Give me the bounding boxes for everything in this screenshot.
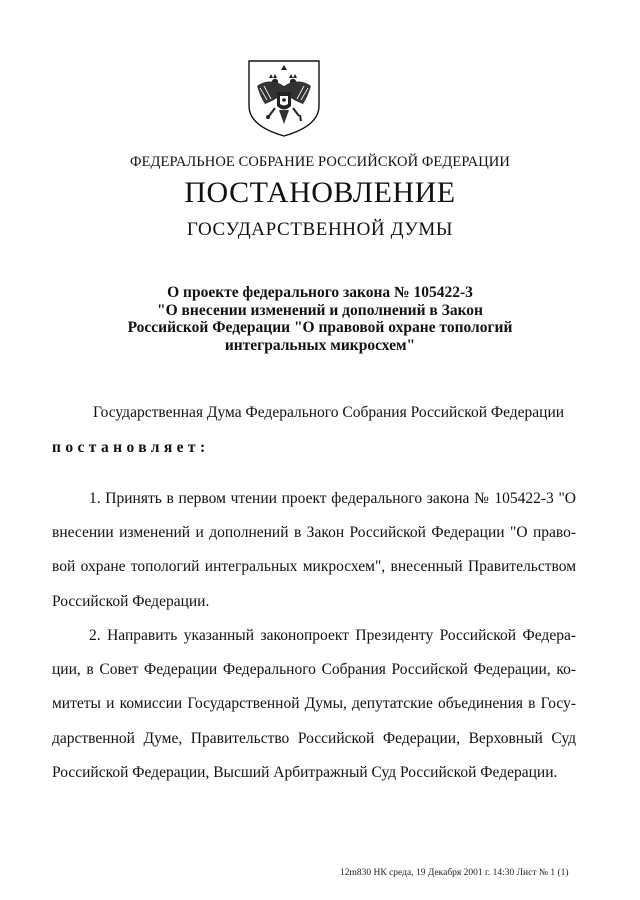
subject-line: О проекте федерального закона № 105422-3 — [167, 284, 473, 301]
subject-line: "О внесении изменений и дополнений в Закон — [156, 301, 483, 319]
subject-line: интегральных микросхем" — [224, 336, 416, 354]
subject-heading — [0, 284, 640, 354]
document-issuer-subtitle: ГОСУДАРСТВЕННОЙ ДУМЫ — [186, 219, 454, 240]
footer-stamp: 12m830 НК среда, 19 Декабря 2001 г. 14:30 Лист № 1 (1) — [340, 868, 569, 878]
paragraph-2 — [52, 619, 576, 790]
preamble-text: Государственная Дума Федерального Собрания Российской Федерации — [93, 404, 565, 421]
subject-line: Российской Федерации "О правовой охране топологий — [127, 319, 513, 336]
paragraph-line: 1. Принять в первом чтении проект федерального закона № 105422-3 "О — [89, 490, 576, 507]
paragraph-line: внесении изменений и дополнений в Закон Российской Федерации "О право- — [52, 524, 576, 542]
coat-of-arms-icon — [245, 58, 323, 138]
decree-word: постановляет: — [52, 439, 210, 456]
paragraph-line: вой охране топологий интегральных микросхем", внесенный Правительством — [52, 558, 576, 576]
document-type-title: ПОСТАНОВЛЕНИЕ — [184, 176, 456, 209]
paragraph-line: Российской Федерации. — [52, 592, 210, 610]
paragraph-line: Российской Федерации, Высший Арбитражный Суд Российской Федерации. — [52, 763, 558, 781]
paragraph-1 — [52, 482, 576, 619]
organization-heading: ФЕДЕРАЛЬНОЕ СОБРАНИЕ РОССИЙСКОЙ ФЕДЕРАЦИИ — [130, 154, 510, 170]
paragraph-line: митеты и комиссии Государственной Думы, депутатские объединения в Госу- — [52, 695, 576, 713]
paragraph-line: ции, в Совет Федерации Федерального Собрания Российской Федерации, ко- — [52, 661, 576, 679]
paragraph-line: 2. Направить указанный законопроект Президенту Российской Федера- — [89, 627, 576, 644]
paragraph-line: дарственной Думе, Правительство Российской Федерации, Верховный Суд — [52, 729, 576, 747]
